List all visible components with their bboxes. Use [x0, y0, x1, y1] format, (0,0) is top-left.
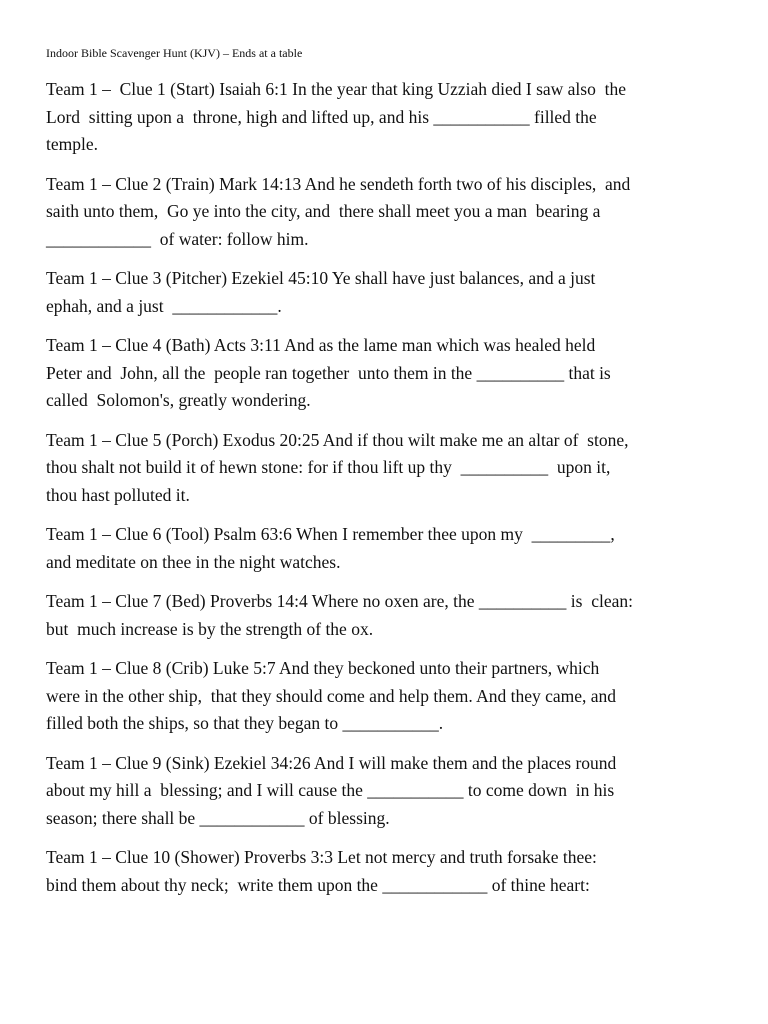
- clue-1: [46, 76, 736, 159]
- clue-line: Team 1 – Clue 9 (Sink) Ezekiel 34:26 And I will make them and the places round: [46, 752, 617, 773]
- clue-line: saith unto them, Go ye into the city, and there shall meet you a man bearing a: [46, 201, 601, 221]
- clue-line: about my hill a blessing; and I will cause the ___________ to come down in his: [46, 780, 615, 800]
- clue-4: [46, 332, 736, 415]
- clue-8: [46, 655, 736, 738]
- clue-line: Team 1 – Clue 6 (Tool) Psalm 63:6 When I remember thee upon my _________,: [46, 524, 615, 544]
- clue-line: were in the other ship, that they should come and help them. And they came, and: [46, 685, 617, 706]
- clue-line: Lord sitting upon a throne, high and lifted up, and his ___________ filled the: [46, 106, 597, 127]
- clue-line: filled both the ships, so that they began to ___________.: [46, 713, 444, 733]
- clue-line: Team 1 – Clue 3 (Pitcher) Ezekiel 45:10 Ye shall have just balances, and a just: [46, 268, 596, 288]
- clue-line: Peter and John, all the people ran together unto them in the __________ that is: [46, 362, 611, 383]
- clue-6: [46, 521, 736, 576]
- clue-line: thou shalt not build it of hewn stone: for if thou lift up thy __________ upon it,: [46, 457, 611, 477]
- clue-line: ____________ of water: follow him.: [46, 228, 309, 249]
- clue-line: and meditate on thee in the night watches.: [46, 551, 341, 572]
- clue-line: bind them about thy neck; write them upon the ____________ of thine heart:: [46, 874, 590, 895]
- clue-line: Team 1 – Clue 7 (Bed) Proverbs 14:4 Where no oxen are, the __________ is clean:: [46, 591, 633, 611]
- clue-line: Team 1 – Clue 5 (Porch) Exodus 20:25 And if thou wilt make me an altar of stone,: [46, 429, 629, 450]
- clue-line: Team 1 – Clue 10 (Shower) Proverbs 3:3 Let not mercy and truth forsake thee:: [46, 847, 597, 867]
- clue-7: [46, 588, 736, 643]
- clue-line: season; there shall be ____________ of blessing.: [46, 807, 390, 828]
- clue-line: ephah, and a just ____________.: [46, 295, 282, 316]
- clue-3: [46, 265, 736, 320]
- clue-10: [46, 844, 736, 899]
- clue-line: Team 1 – Clue 4 (Bath) Acts 3:11 And as the lame man which was healed held: [46, 335, 596, 355]
- clue-line: thou hast polluted it.: [46, 484, 190, 505]
- clue-5: [46, 427, 736, 510]
- clue-list: [46, 76, 736, 911]
- clue-line: called Solomon's, greatly wondering.: [46, 390, 311, 410]
- clue-2: [46, 171, 736, 254]
- clue-line: Team 1 – Clue 8 (Crib) Luke 5:7 And they beckoned unto their partners, which: [46, 658, 600, 678]
- clue-line: but much increase is by the strength of the ox.: [46, 618, 374, 639]
- document-header: Indoor Bible Scavenger Hunt (KJV) – Ends at a table: [46, 46, 303, 60]
- clue-9: [46, 750, 736, 833]
- clue-line: Team 1 – Clue 1 (Start) Isaiah 6:1 In the year that king Uzziah died I saw also the: [46, 79, 626, 99]
- clue-line: temple.: [46, 134, 98, 154]
- clue-line: Team 1 – Clue 2 (Train) Mark 14:13 And he sendeth forth two of his disciples, and: [46, 173, 631, 194]
